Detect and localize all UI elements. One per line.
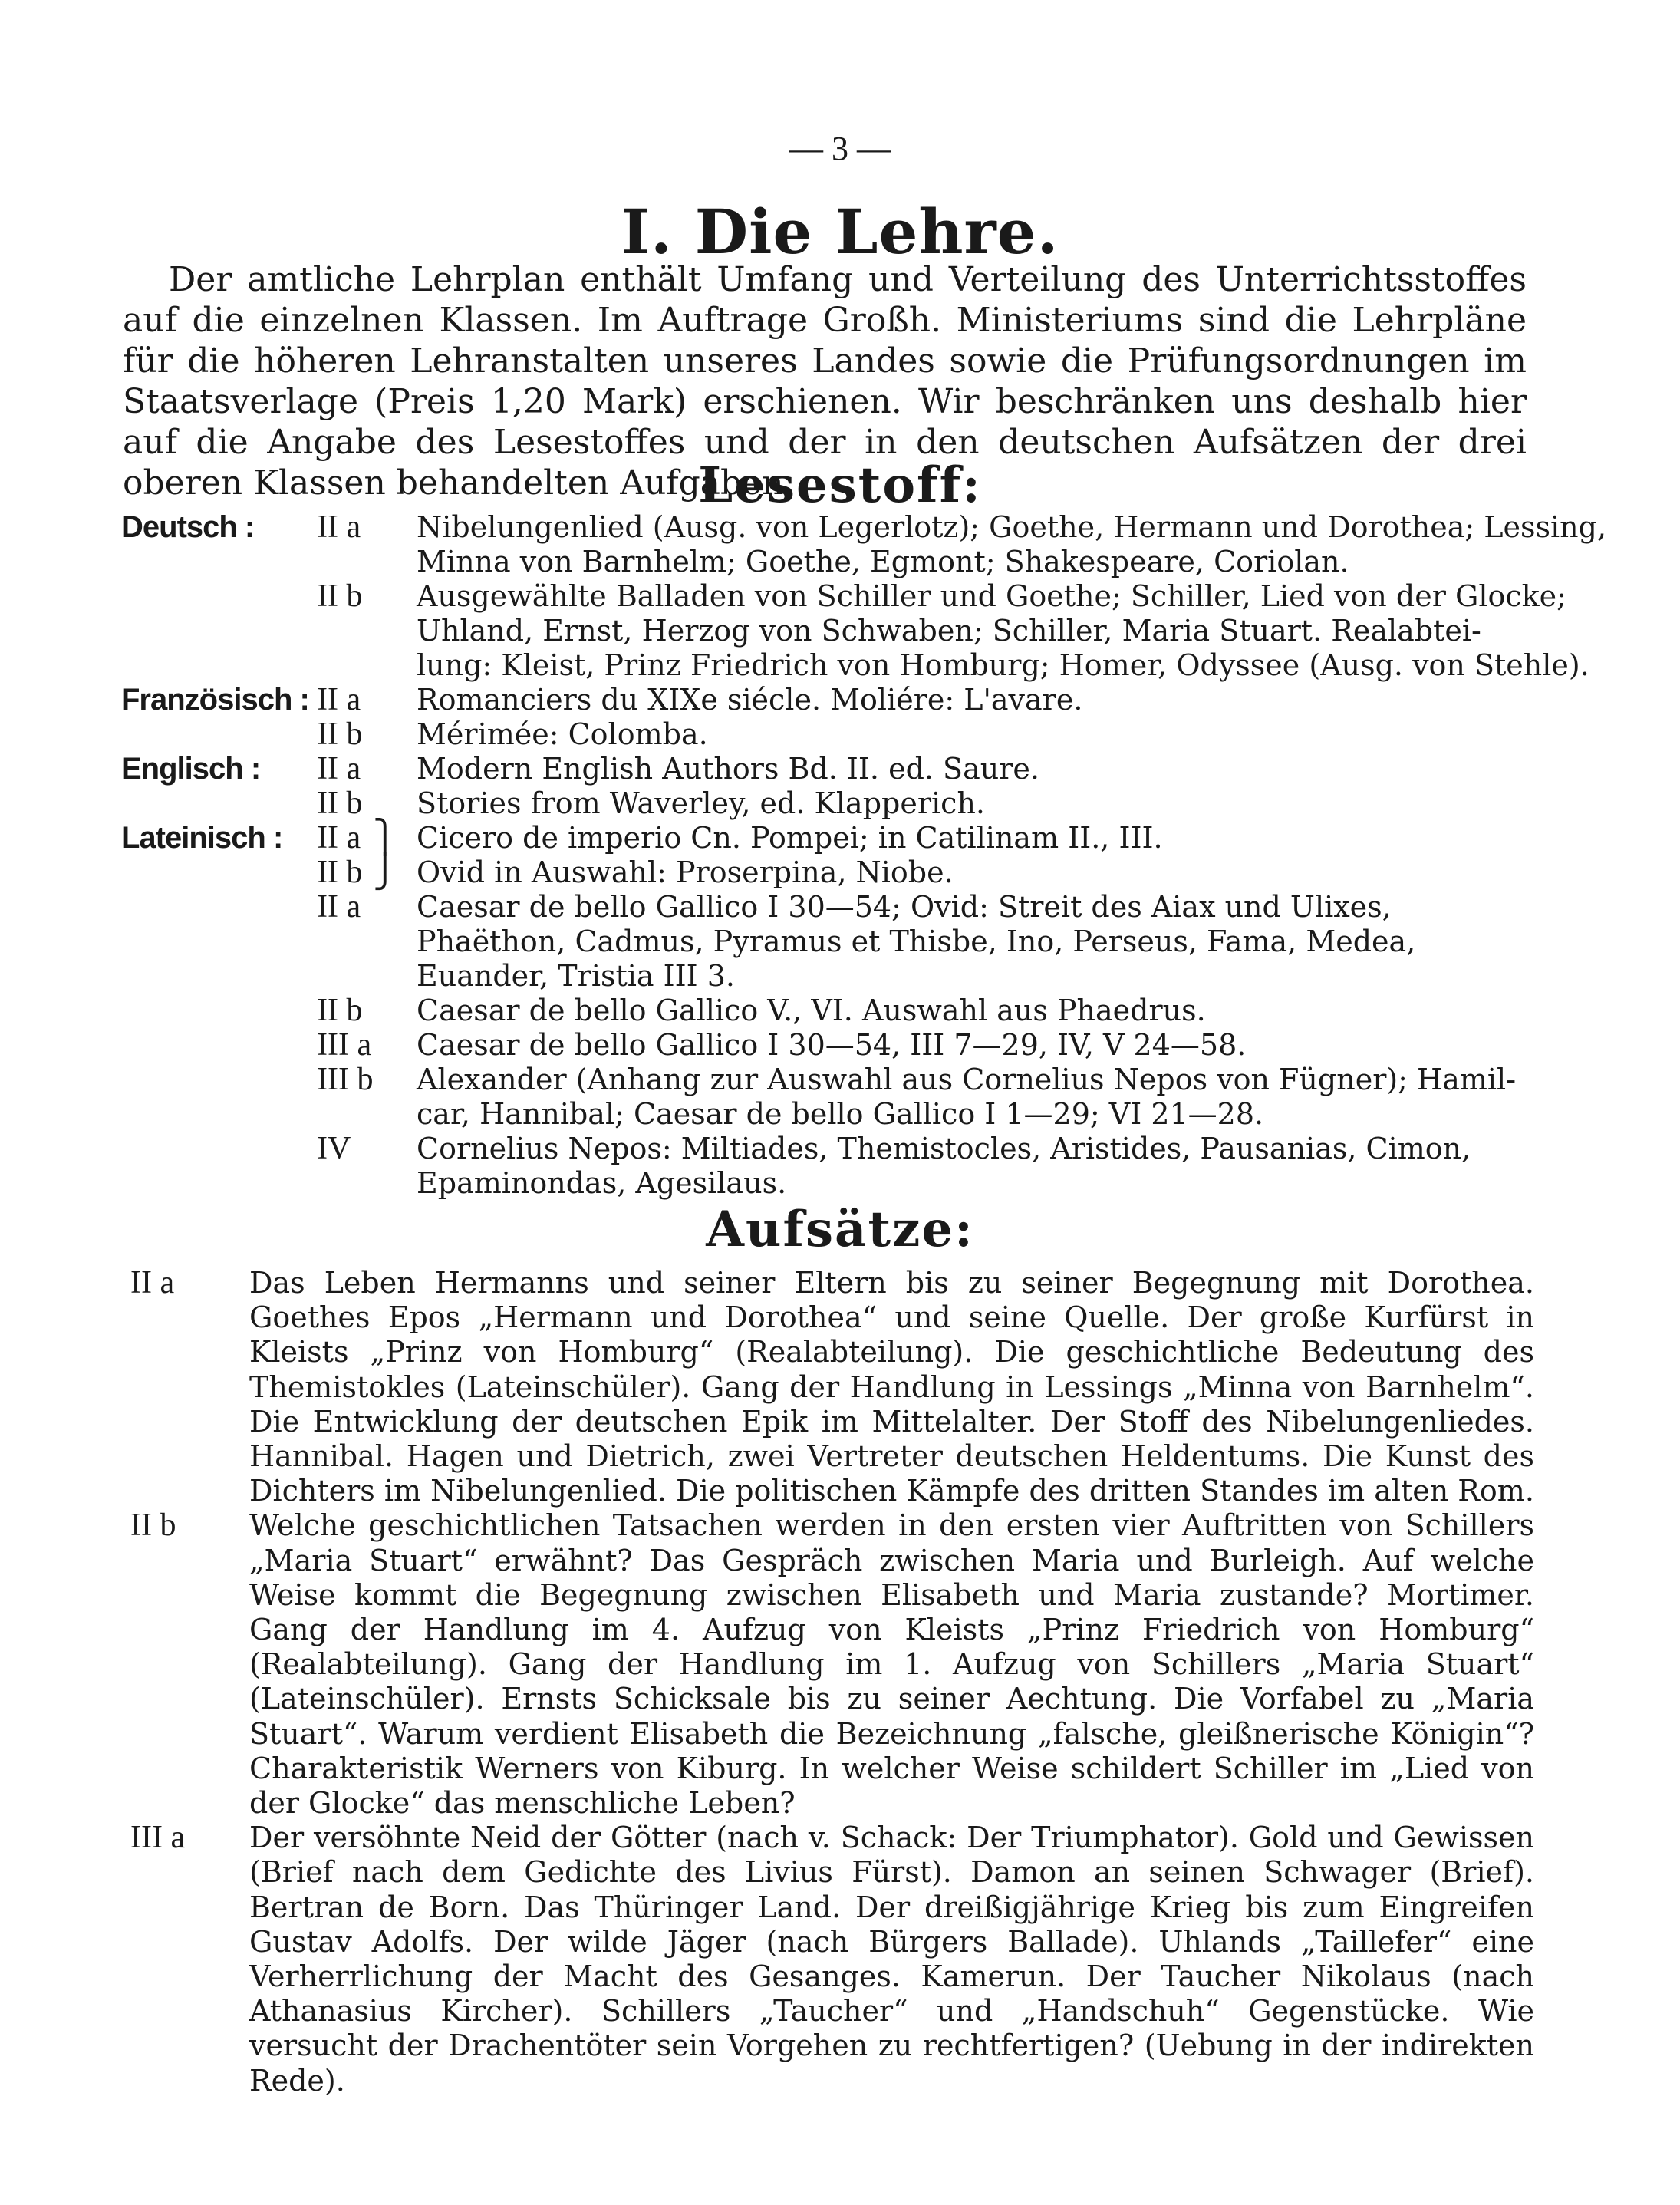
reading-text: Caesar de bello Gallico I 30—54; Ovid: Streit des Aiax und Ulixes, (417, 890, 1392, 924)
essay-class: II a (130, 1265, 175, 1300)
reading-row (121, 1028, 1533, 1063)
reading-class: III a (317, 1027, 372, 1063)
reading-class: II a (317, 751, 361, 786)
reading-language: Deutsch : (121, 510, 255, 544)
reading-text: Cornelius Nepos: Miltiades, Themistocles, Aristides, Pausanias, Cimon, (417, 1132, 1471, 1165)
reading-language: Französisch : (121, 683, 309, 717)
reading-row (121, 717, 1533, 752)
reading-row (121, 1097, 1533, 1132)
reading-row (121, 786, 1533, 821)
lesestoff-heading: Lesestoff: (698, 456, 982, 514)
essay-entry (123, 1508, 1534, 1821)
essay-text: Das Leben Hermanns und seiner Eltern bis zu seiner Begegnung mit Dorothea. Goethes Epos „Hermann und Dorothea“ und seine Quelle. Der große Kurfürst in Kleists „Prinz von Homburg“ (Realabteilung). Die geschichtliche Bedeutung des Themistokles (Lateinschüler). Gang der Handlung in Lessings „Minna von Barnhelm“. Die Entwicklung der deutschen Epik im Mittelalter. Der Stoff des Nibelungenliedes. Hannibal. Hagen und Dietrich, zwei Vertreter deutschen Heldentums. Die Kunst des Dichters im Nibelungenlied. Die politischen Kämpfe des dritten Standes im alten Rom. (249, 1266, 1534, 1508)
reading-text: Modern English Authors Bd. II. ed. Saure. (417, 752, 1039, 786)
essay-entry (123, 1266, 1534, 1508)
reading-text: Phaëthon, Cadmus, Pyramus et Thisbe, Ino, Perseus, Fama, Medea, (417, 925, 1416, 958)
reading-text: lung: Kleist, Prinz Friedrich von Homburg; Homer, Odyssee (Ausg. von Stehle). (417, 648, 1589, 682)
reading-class: II b (317, 717, 363, 752)
reading-list (121, 509, 1607, 1201)
essay-class: III a (130, 1820, 186, 1856)
essay-list (123, 1266, 1534, 2098)
reading-class: II b (317, 578, 363, 614)
aufsaetze-heading: Aufsätze: (706, 1201, 974, 1258)
reading-text: Cicero de imperio Cn. Pompei; in Catilinam II., III. (417, 821, 1163, 855)
reading-class: II a (317, 509, 361, 545)
intro-text: Der amtliche Lehrplan enthält Umfang und Verteilung des Unterrichtsstoffes auf die einzelnen Klassen. Im Auftrage Großh. Ministeriums sind die Lehrpläne für die höheren Lehranstalten unseres Landes sowie die Prüfungsordnungen im Staatsverlage (Preis 1,20 Mark) erschienen. Wir beschränken uns deshalb hier auf die Angabe des Lesestoffes und der in den deutschen Aufsätzen der drei oberen Klassen behandelten Aufgaben. (123, 260, 1527, 503)
reading-class: II a (317, 820, 361, 855)
reading-text: Minna von Barnhelm; Goethe, Egmont; Shakespeare, Coriolan. (417, 545, 1349, 578)
reading-brace: ⎭ (373, 855, 397, 890)
reading-text: car, Hannibal; Caesar de bello Gallico I 1—29; VI 21—28. (417, 1097, 1264, 1131)
reading-text: Euander, Tristia III 3. (417, 959, 735, 993)
reading-brace: ⎫ (373, 820, 397, 855)
reading-row (121, 821, 1533, 855)
page-number: — 3 — (789, 130, 891, 167)
essay-text: Welche geschichtlichen Tatsachen werden in den ersten vier Auftritten von Schillers „Maria Stuart“ erwähnt? Das Gespräch zwischen Maria und Burleigh. Auf welche Weise kommt die Begegnung zwischen Elisabeth und Maria zustande? Mortimer. Gang der Handlung im 4. Aufzug von Kleists „Prinz Friedrich von Homburg“ (Realabteilung). Gang der Handlung im 1. Aufzug von Schillers „Maria Stuart“ (Lateinschüler). Ernsts Schicksale bis zu seiner Aechtung. Die Vorfabel zu „Maria Stuart“. Warum verdient Elisabeth die Bezeichnung „falsche, gleißnerische Königin“? Charakteristik Werners von Kiburg. In welcher Weise schildert Schiller im „Lied von der Glocke“ das menschliche Leben? (249, 1508, 1534, 1821)
reading-class: II a (317, 682, 361, 717)
reading-class: II b (317, 786, 363, 821)
reading-text: Caesar de bello Gallico I 30—54, III 7—29, IV, V 24—58. (417, 1028, 1247, 1062)
reading-language: Lateinisch : (121, 821, 283, 855)
reading-text: Epaminondas, Agesilaus. (417, 1166, 787, 1200)
reading-class: III b (317, 1062, 374, 1097)
reading-row (121, 578, 1566, 614)
reading-text: Caesar de bello Gallico V., VI. Auswahl aus Phaedrus. (417, 994, 1206, 1027)
reading-row (121, 1166, 1533, 1201)
reading-language: Englisch : (121, 752, 261, 786)
reading-text: Ausgewählte Balladen von Schiller und Goethe; Schiller, Lied von der Glocke; (417, 579, 1566, 613)
reading-row (121, 994, 1533, 1028)
reading-row (121, 1132, 1533, 1166)
reading-row (121, 545, 1533, 579)
reading-row (121, 614, 1533, 648)
reading-class: II b (317, 993, 363, 1028)
essay-text: Der versöhnte Neid der Götter (nach v. Schack: Der Triumphator). Gold und Gewissen (Brief nach dem Gedichte des Livius Fürst). Damon an seinen Schwager (Brief). Bertran de Born. Das Thüringer Land. Der dreißigjährige Krieg bis zum Eingreifen Gustav Adolfs. Der wilde Jäger (nach Bürgers Ballade). Uhlands „Taillefer“ eine Verherrlichung der Macht des Gesanges. Kamerun. Der Taucher Nikolaus (nach Athanasius Kircher). Schillers „Taucher“ und „Handschuh“ Gegenstücke. Wie versucht der Drachentöter sein Vorgehen zu rechtfertigen? (Uebung in der indirekten Rede). (249, 1821, 1534, 2098)
reading-row (121, 925, 1533, 959)
reading-row (121, 683, 1533, 717)
reading-class: II b (317, 855, 363, 890)
reading-text: Ovid in Auswahl: Proserpina, Niobe. (417, 855, 954, 889)
reading-row (121, 890, 1533, 925)
reading-row (121, 648, 1589, 683)
reading-text: Romanciers du XIXe siécle. Moliére: L'avare. (417, 683, 1083, 717)
reading-text: Alexander (Anhang zur Auswahl aus Cornelius Nepos von Fügner); Hamil- (417, 1063, 1517, 1096)
reading-text: Mérimée: Colomba. (417, 717, 708, 751)
page-title: I. Die Lehre. (621, 196, 1059, 268)
reading-text: Uhland, Ernst, Herzog von Schwaben; Schiller, Maria Stuart. Realabtei- (417, 614, 1481, 648)
reading-text: Stories from Waverley, ed. Klapperich. (417, 786, 985, 820)
reading-row (121, 959, 1533, 994)
reading-text: Nibelungenlied (Ausg. von Legerlotz); Goethe, Hermann und Dorothea; Lessing, (417, 510, 1607, 544)
reading-row (121, 752, 1533, 786)
reading-row (121, 509, 1607, 545)
essay-entry (123, 1821, 1534, 2098)
essay-class: II b (130, 1508, 176, 1544)
reading-row (121, 855, 1533, 890)
reading-class: II a (317, 889, 361, 925)
reading-class: IV (317, 1131, 351, 1166)
reading-row (121, 1063, 1533, 1097)
